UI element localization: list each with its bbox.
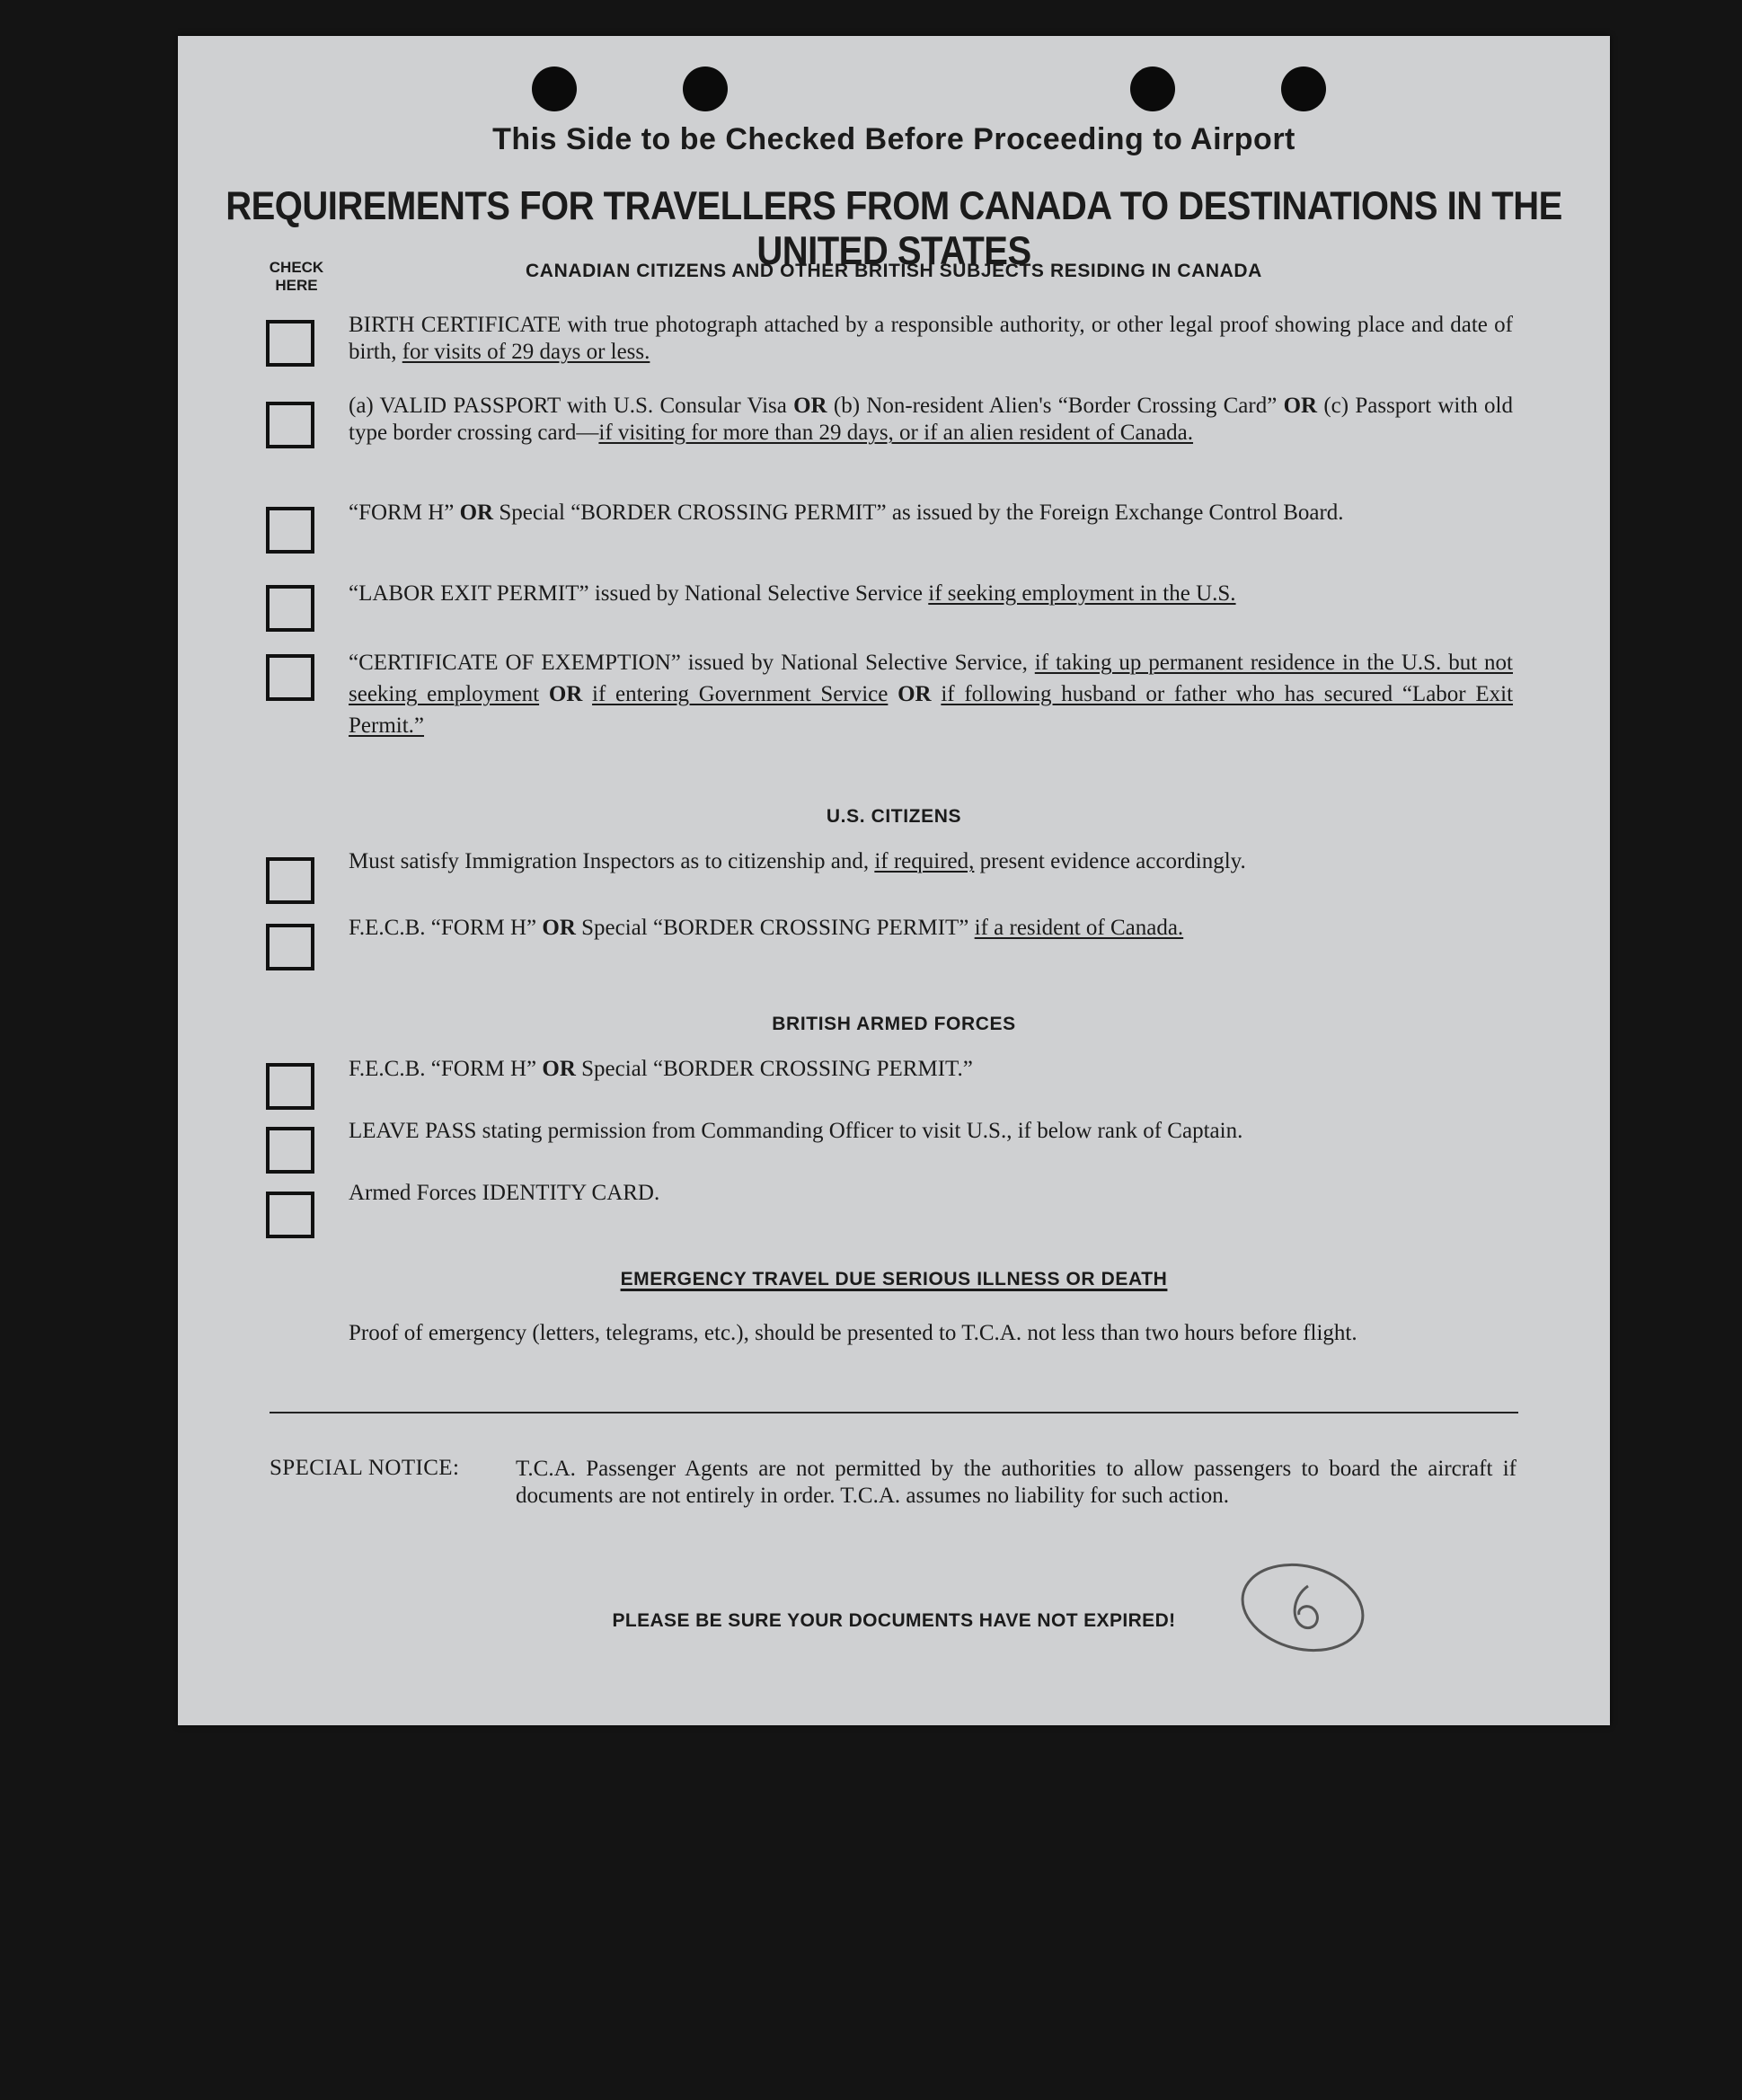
checkbox-us-form-h[interactable] xyxy=(266,924,314,970)
special-notice-text: T.C.A. Passenger Agents are not permitted by the authorities to allow passengers to board the aircraft if documents are not entirely in order. T.C.A. assumes no liability for such action. xyxy=(516,1457,1517,1508)
item-us-citizenship: Must satisfy Immigration Inspectors as to citizenship and, if required, present evidence accordingly. xyxy=(349,849,1246,873)
special-notice-label: SPECIAL NOTICE: xyxy=(270,1456,460,1480)
form-page xyxy=(178,36,1610,1725)
section-heading-us-citizens: U.S. CITIZENS xyxy=(826,806,962,827)
checkbox-labor-exit-permit[interactable] xyxy=(266,585,314,632)
item-certificate-of-exemption: “CERTIFICATE OF EXEMPTION” issued by National Selective Service, if taking up permanent residence in the U.S. but not seeking employment OR if entering Government Service OR if following husband or father who has secured “Labor Exit Permit.” xyxy=(349,651,1514,738)
checkbox-us-citizenship[interactable] xyxy=(266,857,314,904)
item-valid-passport: (a) VALID PASSPORT with U.S. Consular Visa OR (b) Non-resident Alien's “Border Crossing Card” OR (c) Passport with old type border crossing card—if visiting for more than 29 days, or if an alien resident of Canada. xyxy=(349,394,1513,445)
emergency-text: Proof of emergency (letters, telegrams, etc.), should be presented to T.C.A. not less than two hours before flight. xyxy=(349,1321,1357,1345)
check-here-label: CHECK HERE xyxy=(269,259,324,294)
item-birth-certificate: BIRTH CERTIFICATE with true photograph attached by a responsible authority, or other legal proof showing place and date of birth, for visits of 29 days or less. xyxy=(349,313,1513,364)
item-labor-exit-permit: “LABOR EXIT PERMIT” issued by National Selective Service if seeking employment in the U.S. xyxy=(349,581,1236,606)
checkbox-valid-passport[interactable] xyxy=(266,402,314,448)
item-armed-form-h: F.E.C.B. “FORM H” OR Special “BORDER CROSSING PERMIT.” xyxy=(349,1057,973,1081)
footer-warning: PLEASE BE SURE YOUR DOCUMENTS HAVE NOT EXPIRED! xyxy=(612,1610,1176,1631)
main-title: REQUIREMENTS FOR TRAVELLERS FROM CANADA TO DESTINATIONS IN THE UNITED STATES xyxy=(225,183,1562,274)
top-heading: This Side to be Checked Before Proceeding to Airport xyxy=(492,122,1295,156)
item-leave-pass: LEAVE PASS stating permission from Commanding Officer to visit U.S., if below rank of Captain. xyxy=(349,1119,1243,1143)
item-identity-card: Armed Forces IDENTITY CARD. xyxy=(349,1181,660,1205)
section-heading-armed-forces: BRITISH ARMED FORCES xyxy=(772,1014,1016,1034)
punch-hole xyxy=(1130,66,1175,111)
checkbox-leave-pass[interactable] xyxy=(266,1127,314,1174)
section-heading-canadian: CANADIAN CITIZENS AND OTHER BRITISH SUBJECTS RESIDING IN CANADA xyxy=(526,261,1262,281)
checkbox-armed-form-h[interactable] xyxy=(266,1063,314,1110)
section-heading-emergency: EMERGENCY TRAVEL DUE SERIOUS ILLNESS OR DEATH xyxy=(620,1269,1168,1289)
checkbox-birth-certificate[interactable] xyxy=(266,320,314,367)
checkbox-certificate-of-exemption[interactable] xyxy=(266,654,314,701)
punch-hole xyxy=(532,66,577,111)
item-us-form-h: F.E.C.B. “FORM H” OR Special “BORDER CROSSING PERMIT” if a resident of Canada. xyxy=(349,916,1184,940)
handwritten-mark-icon xyxy=(1238,1559,1373,1660)
punch-hole xyxy=(1281,66,1326,111)
checkbox-identity-card[interactable] xyxy=(266,1192,314,1238)
item-form-h: “FORM H” OR Special “BORDER CROSSING PERMIT” as issued by the Foreign Exchange Control Board. xyxy=(349,501,1344,525)
punch-hole xyxy=(683,66,728,111)
checkbox-form-h[interactable] xyxy=(266,507,314,554)
divider xyxy=(270,1412,1518,1413)
